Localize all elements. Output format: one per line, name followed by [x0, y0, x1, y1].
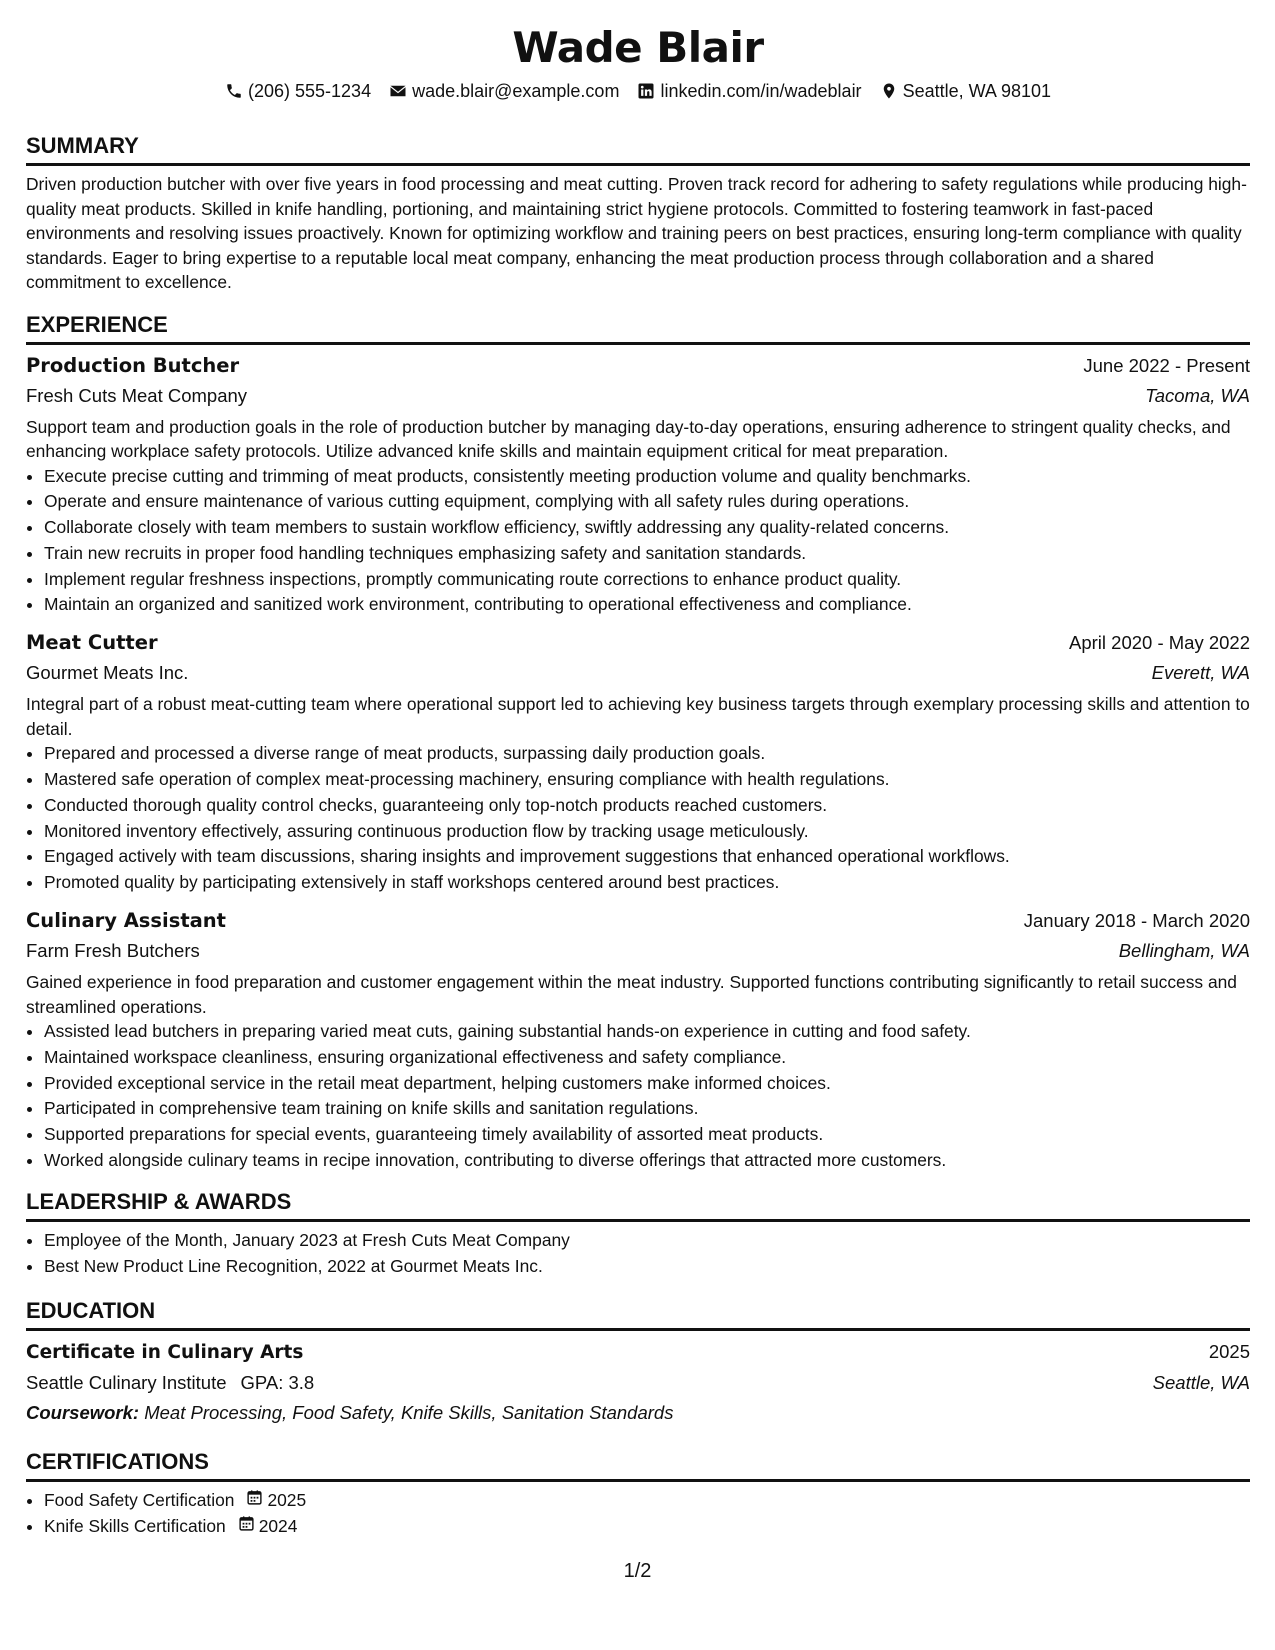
map-pin-icon: [880, 82, 898, 100]
linkedin-text: linkedin.com/in/wadeblair: [660, 81, 862, 101]
list-item: • Best New Product Line Recognition, 2022 at Gourmet Meats Inc.: [44, 1254, 1250, 1280]
list-item: [44, 1514, 1250, 1540]
location-text: Seattle, WA 98101: [902, 81, 1051, 101]
leadership-section: [26, 1188, 1250, 1280]
certification-year: 2024: [258, 1516, 298, 1537]
job-entry: [26, 906, 1250, 1174]
section-title-education: EDUCATION: [26, 1297, 1250, 1331]
phone-icon: [225, 82, 243, 100]
job-company: Farm Fresh Butchers: [26, 940, 200, 962]
job-location: Tacoma, WA: [1145, 384, 1250, 406]
certifications-list: [26, 1488, 1250, 1540]
section-title-leadership: LEADERSHIP & AWARDS: [26, 1188, 1250, 1222]
contact-phone[interactable]: [225, 78, 371, 104]
certification-year: 2025: [267, 1490, 307, 1511]
list-item: • Prepared and processed a diverse range of meat products, surpassing daily production goals.: [44, 741, 1250, 767]
job-company: Fresh Cuts Meat Company: [26, 384, 248, 406]
contact-bar: [26, 78, 1250, 104]
summary-text: Driven production butcher with over five years in food processing and meat cutting. Proven track record for adhering to safety regulations while producing high-quality meat products. Skilled in knife handling, portioning, and maintaining strict hygiene protocols. Committed to fostering teamwork in fast-paced environments and resolving issues proactively. Known for optimizing workflow and training peers on best practices, ensuring long-term compliance with quality standards. Eager to bring expertise to a reputable local meat company, enhancing the meat production process through collaboration and a shared commitment to excellence.: [26, 174, 1247, 292]
job-location: Everett, WA: [1151, 662, 1250, 684]
contact-email[interactable]: [389, 78, 619, 104]
certification-name: • Food Safety Certification: [44, 1490, 235, 1511]
resume-page: [26, 20, 1250, 1540]
list-item: • Engaged actively with team discussions, sharing insights and improvement suggestions that enhanced operational workflows.: [44, 844, 1250, 870]
coursework-line: [26, 1398, 1250, 1428]
list-item: • Maintain an organized and sanitized work environment, contributing to operational effectiveness and compliance.: [44, 592, 1250, 618]
section-title-summary: SUMMARY: [26, 132, 1250, 166]
job-dates: April 2020 - May 2022: [1069, 632, 1250, 654]
contact-linkedin[interactable]: [637, 78, 861, 104]
degree-name: Certificate in Culinary Arts: [26, 1342, 304, 1364]
list-item: • Monitored inventory effectively, assuring continuous production flow by tracking usage meticulously.: [44, 819, 1250, 845]
list-item: • Collaborate closely with team members to sustain workflow efficiency, swiftly addressing any quality-related concerns.: [44, 515, 1250, 541]
job-dates: June 2022 - Present: [1083, 354, 1250, 376]
list-item: • Participated in comprehensive team training on knife skills and sanitation regulations.: [44, 1096, 1250, 1122]
job-location: Bellingham, WA: [1118, 940, 1250, 962]
section-title-experience: EXPERIENCE: [26, 311, 1250, 345]
list-item: • Train new recruits in proper food handling techniques emphasizing safety and sanitation standards.: [44, 541, 1250, 567]
contact-location: [880, 78, 1051, 104]
candidate-name: Wade Blair: [512, 23, 764, 72]
list-item: • Operate and ensure maintenance of various cutting equipment, complying with all safety rules during operations.: [44, 489, 1250, 515]
linkedin-icon: [637, 82, 655, 100]
gpa-value: GPA: 3.8: [240, 1372, 315, 1394]
certification-name: • Knife Skills Certification: [44, 1516, 226, 1537]
certifications-section: [26, 1448, 1250, 1540]
job-description: Gained experience in food preparation and customer engagement within the meat industry. Supported functions contributing significantly to retail success and streamlined operations.: [26, 972, 1237, 1017]
list-item: • Provided exceptional service in the retail meat department, helping customers make informed choices.: [44, 1071, 1250, 1097]
calendar-icon: [234, 1488, 267, 1514]
job-role: Meat Cutter: [26, 631, 158, 655]
education-year: 2025: [1208, 1341, 1250, 1363]
job-entry: [26, 351, 1250, 619]
job-bullets: [26, 1019, 1250, 1174]
job-description: Integral part of a robust meat-cutting team where operational support led to achieving key business targets through exemplary processing skills and attention to detail.: [26, 694, 1250, 739]
summary-section: [26, 132, 1250, 295]
coursework-label: Coursework:: [26, 1402, 140, 1424]
list-item: • Mastered safe operation of complex meat-processing machinery, ensuring compliance with health regulations.: [44, 767, 1250, 793]
school-location: Seattle, WA: [1152, 1372, 1250, 1394]
awards-list: [26, 1228, 1250, 1280]
job-bullets: [26, 464, 1250, 619]
list-item: • Employee of the Month, January 2023 at Fresh Cuts Meat Company: [44, 1228, 1250, 1254]
job-role: Culinary Assistant: [26, 909, 226, 933]
list-item: • Implement regular freshness inspections, promptly communicating route corrections to enhance product quality.: [44, 567, 1250, 593]
phone-text: (206) 555-1234: [247, 81, 372, 101]
job-company: Gourmet Meats Inc.: [26, 662, 189, 684]
page-number: 1/2: [623, 1560, 652, 1582]
list-item: • Conducted thorough quality control checks, guaranteeing only top-notch products reached customers.: [44, 793, 1250, 819]
job-entry: [26, 628, 1250, 896]
school-line: [26, 1368, 314, 1398]
coursework-text: Meat Processing, Food Safety, Knife Skills, Sanitation Standards: [144, 1402, 674, 1424]
section-title-certifications: CERTIFICATIONS: [26, 1448, 1250, 1482]
education-section: [26, 1297, 1250, 1428]
experience-section: [26, 311, 1250, 1174]
job-dates: January 2018 - March 2020: [1023, 910, 1250, 932]
list-item: • Maintained workspace cleanliness, ensuring organizational effectiveness and safety compliance.: [44, 1045, 1250, 1071]
list-item: • Promoted quality by participating extensively in staff workshops centered around best practices.: [44, 870, 1250, 896]
list-item: • Execute precise cutting and trimming of meat products, consistently meeting production volume and quality benchmarks.: [44, 464, 1250, 490]
list-item: [44, 1488, 1250, 1514]
job-description: Support team and production goals in the role of production butcher by managing day-to-day operations, ensuring adherence to stringent quality checks, and enhancing workplace safety protocols. Utilize advanced knife skills and maintain equipment critical for meat preparation.: [26, 416, 1231, 461]
list-item: • Supported preparations for special events, guaranteeing timely availability of assorted meat products.: [44, 1122, 1250, 1148]
school-name: Seattle Culinary Institute: [26, 1372, 227, 1394]
list-item: • Worked alongside culinary teams in recipe innovation, contributing to diverse offerings that attracted more customers.: [44, 1148, 1250, 1174]
job-role: Production Butcher: [26, 353, 240, 377]
email-text: wade.blair@example.com: [412, 81, 620, 101]
envelope-icon: [389, 82, 407, 100]
calendar-icon: [226, 1514, 259, 1540]
list-item: • Assisted lead butchers in preparing varied meat cuts, gaining substantial hands-on experience in cutting and food safety.: [44, 1019, 1250, 1045]
job-bullets: [26, 741, 1250, 896]
